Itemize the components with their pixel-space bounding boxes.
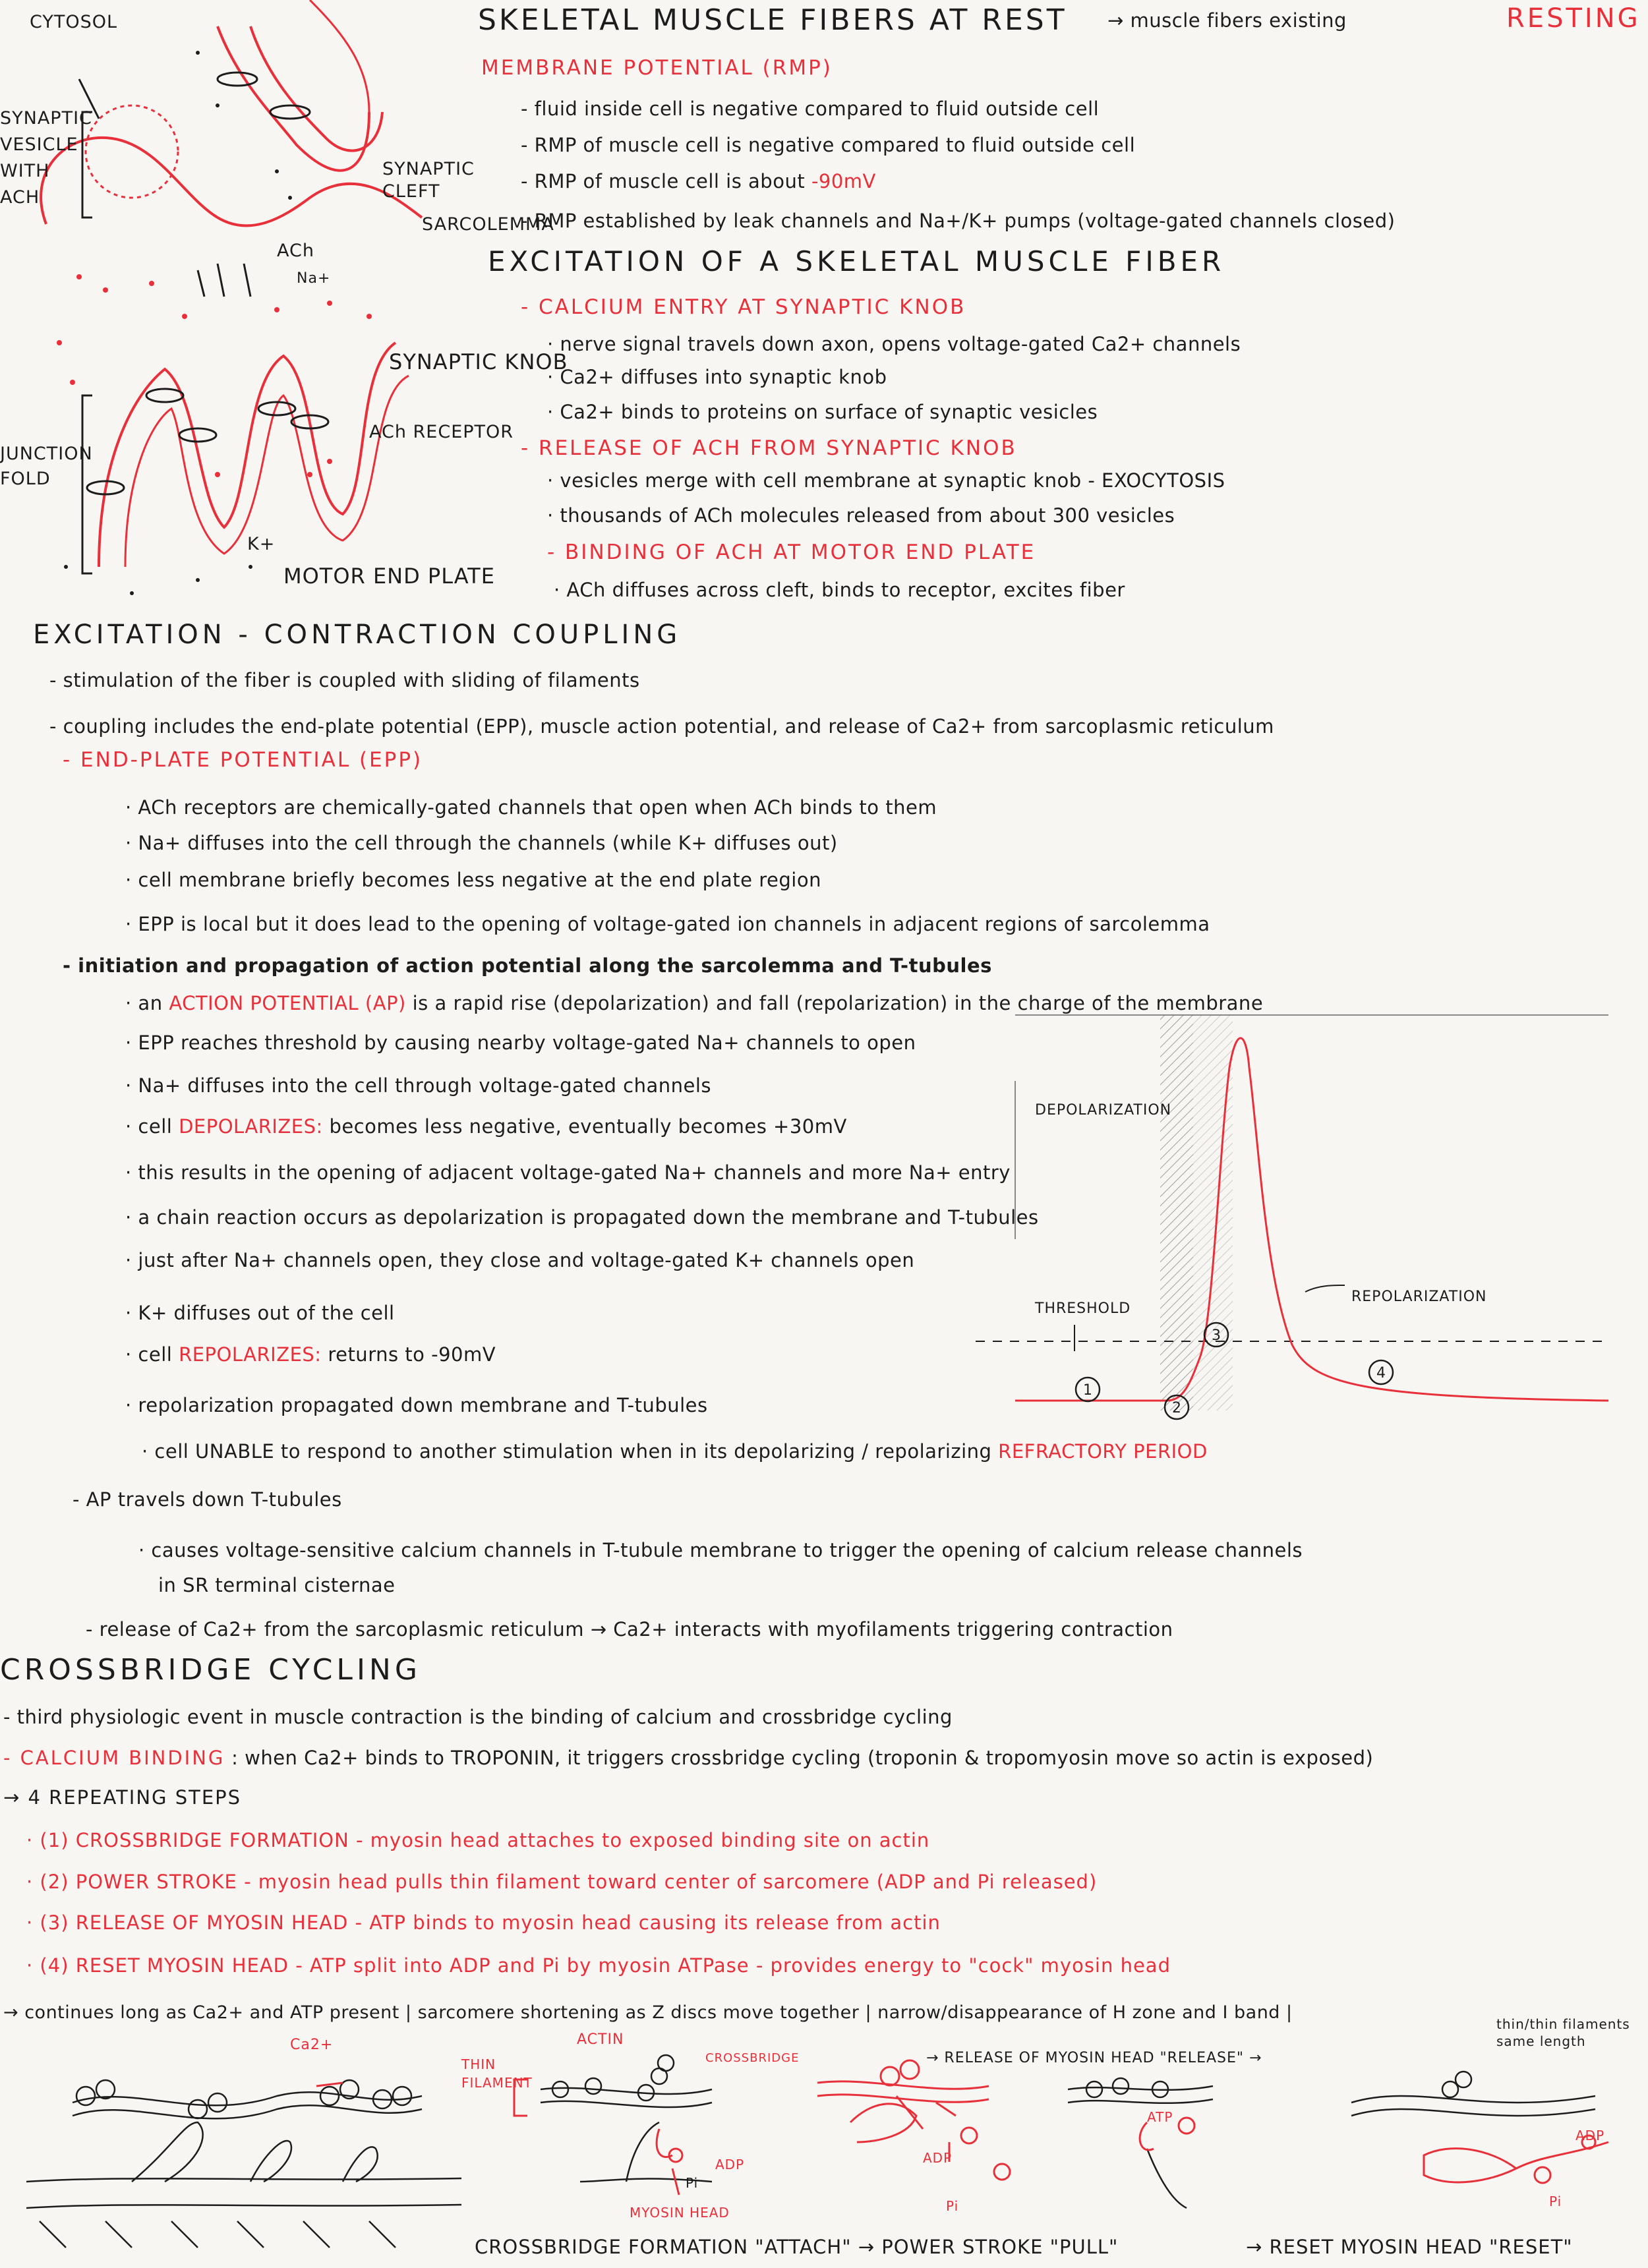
- rmp-item: - RMP of muscle cell is negative compared to fluid outside cell: [521, 134, 1136, 156]
- label-line: JUNCTION: [0, 444, 93, 464]
- refractory-term: REFRACTORY PERIOD: [998, 1440, 1208, 1463]
- na-label: Na+: [297, 270, 331, 287]
- initiation-line: - initiation and propagation of action potential along the sarcolemma and T-tubules: [63, 954, 992, 977]
- epp-heading: - END-PLATE POTENTIAL (EPP): [63, 748, 423, 772]
- label-line: FOLD: [0, 469, 51, 489]
- synapse-diagram: [0, 0, 501, 606]
- ap-rest: is a rapid rise (depolarization) and fall (repolarization) in the charge of the membrane: [412, 992, 1264, 1014]
- step-item: · (4) RESET MYOSIN HEAD - ATP split into ADP and Pi by myosin ATPase - provides energy to "cock" myosin head: [26, 1954, 1171, 1977]
- rmp-value: -90mV: [811, 170, 876, 192]
- formation-caption: CROSSBRIDGE FORMATION "ATTACH" → POWER STROKE "PULL": [475, 2236, 1119, 2258]
- adp-label: ADP: [715, 2157, 745, 2172]
- ap-line: [125, 992, 1263, 1014]
- calcium-binding-rest: : when Ca2+ binds to TROPONIN, it triggers crossbridge cycling (troponin & tropomyosin move so actin is exposed): [231, 1747, 1374, 1769]
- label-line: SYNAPTIC: [0, 108, 92, 129]
- crossbridge-label: CROSSBRIDGE: [705, 2051, 800, 2065]
- motor-end-plate-label: MOTOR END PLATE: [283, 564, 495, 589]
- atp-label: ATP: [1147, 2109, 1173, 2125]
- phase-4-label: 4: [1376, 1365, 1386, 1381]
- binding-ach-heading: - BINDING OF ACH AT MOTOR END PLATE: [547, 540, 1036, 564]
- label-line: THIN: [461, 2056, 496, 2072]
- action-potential-graph: [1015, 1015, 1608, 1416]
- cross-line: - third physiologic event in muscle contraction is the binding of calcium and crossbridge cycling: [3, 1706, 953, 1728]
- continues-tail: [1496, 2016, 1630, 2050]
- rmp-heading: MEMBRANE POTENTIAL (RMP): [481, 56, 833, 80]
- myosin-head-label: MYOSIN HEAD: [630, 2205, 730, 2221]
- depol-term: DEPOLARIZES:: [179, 1115, 323, 1138]
- phase-2-label: 2: [1172, 1400, 1181, 1416]
- release-item: · vesicles merge with cell membrane at synaptic knob - EXOCYTOSIS: [547, 469, 1225, 492]
- ecc-heading: EXCITATION - CONTRACTION COUPLING: [33, 620, 682, 650]
- reset-caption: → RESET MYOSIN HEAD "RESET": [1246, 2236, 1573, 2258]
- synaptic-knob-label: SYNAPTIC KNOB: [389, 349, 568, 374]
- rmp-item: - fluid inside cell is negative compared to fluid outside cell: [521, 98, 1100, 120]
- epp-item: · EPP is local but it does lead to the opening of voltage-gated ion channels in adjacent regions of sarcolemma: [125, 913, 1210, 935]
- ap-item: · just after Na+ channels open, they close and voltage-gated K+ channels open: [125, 1249, 915, 1271]
- ap-prefix: · an: [125, 992, 163, 1014]
- release-ca-line: - release of Ca2+ from the sarcoplasmic reticulum → Ca2+ interacts with myofilaments triggering contraction: [86, 1618, 1173, 1641]
- calcium-entry-item: · nerve signal travels down axon, opens voltage-gated Ca2+ channels: [547, 333, 1241, 355]
- junction-fold-label: [0, 442, 93, 492]
- title-note: → muscle fibers existing: [1107, 9, 1347, 32]
- label-line: CLEFT: [382, 181, 440, 202]
- depol-prefix: · cell: [125, 1115, 173, 1138]
- epp-item: · cell membrane briefly becomes less negative at the end plate region: [125, 869, 821, 891]
- label-line: VESICLE: [0, 134, 78, 155]
- calcium-entry-heading: - CALCIUM ENTRY AT SYNAPTIC KNOB: [521, 295, 966, 319]
- refractory-line: [142, 1440, 1208, 1463]
- binding-item: · ACh diffuses across cleft, binds to receptor, excites fiber: [554, 579, 1125, 601]
- step-item: · (2) POWER STROKE - myosin head pulls thin filament toward center of sarcomere (ADP and Pi released): [26, 1871, 1098, 1893]
- ap-travels: - AP travels down T-tubules: [73, 1488, 342, 1511]
- crossbridge-sketches: [0, 2050, 1648, 2267]
- rmp-item-text: - RMP of muscle cell is about: [521, 170, 806, 192]
- rmp-item: - RMP established by leak channels and Na+/K+ pumps (voltage-gated channels closed): [521, 210, 1396, 232]
- depol-line: [125, 1115, 847, 1138]
- label-line: SYNAPTIC: [382, 159, 475, 179]
- release-item: · thousands of ACh molecules released from about 300 vesicles: [547, 504, 1175, 527]
- label-line: WITH: [0, 161, 50, 181]
- epp-item: · ACh receptors are chemically-gated channels that open when ACh binds to them: [125, 796, 937, 819]
- calcium-binding-line: [3, 1747, 1373, 1769]
- repol-term: REPOLARIZES:: [179, 1343, 322, 1366]
- ach-label: ACh: [277, 241, 314, 261]
- continues-line: → continues long as Ca2+ and ATP present | sarcomere shortening as Z discs move together | narrow/disappearance of H zone and I band |: [3, 2002, 1293, 2023]
- ap-travels-item: in SR terminal cisternae: [158, 1574, 396, 1596]
- ap-item: · Na+ diffuses into the cell through voltage-gated channels: [125, 1074, 712, 1097]
- page-title: SKELETAL MUSCLE FIBERS AT REST: [478, 3, 1067, 37]
- tail-line: thin/thin filaments: [1496, 2016, 1630, 2032]
- ap-term: ACTION POTENTIAL (AP): [169, 992, 406, 1014]
- ap-item: · a chain reaction occurs as depolarization is propagated down the membrane and T-tubules: [125, 1206, 1039, 1229]
- release-ach-heading: - RELEASE OF ACH FROM SYNAPTIC KNOB: [521, 436, 1017, 460]
- epp-item: · Na+ diffuses into the cell through the channels (while K+ diffuses out): [125, 832, 838, 854]
- pi-label: Pi: [686, 2175, 699, 2191]
- depolarization-label: DEPOLARIZATION: [1035, 1102, 1172, 1119]
- pi-label-2: Pi: [946, 2198, 959, 2214]
- repol-prop: · repolarization propagated down membrane and T-tubules: [125, 1394, 708, 1416]
- ach-receptor-label: ACh RECEPTOR: [369, 422, 514, 442]
- pi-label-3: Pi: [1549, 2194, 1562, 2209]
- ecc-item: - coupling includes the end-plate potential (EPP), muscle action potential, and release of Ca2+ from sarcoplasmic reticulum: [49, 715, 1274, 738]
- adp-label-2: ADP: [923, 2150, 953, 2166]
- thin-filament-label: [461, 2055, 533, 2092]
- excitation-heading: EXCITATION OF A SKELETAL MUSCLE FIBER: [488, 245, 1225, 277]
- title-resting: RESTING: [1506, 3, 1641, 34]
- step-item: · (1) CROSSBRIDGE FORMATION - myosin head attaches to exposed binding site on actin: [26, 1829, 930, 1851]
- steps-heading: → 4 REPEATING STEPS: [3, 1786, 242, 1809]
- repol-rest: returns to -90mV: [328, 1343, 496, 1366]
- phase-3-label: 3: [1212, 1327, 1221, 1344]
- tail-line: same length: [1496, 2033, 1586, 2049]
- calcium-binding-term: - CALCIUM BINDING: [3, 1747, 225, 1769]
- ca-label: Ca2+: [290, 2037, 334, 2053]
- depol-rest: becomes less negative, eventually becomes +30mV: [329, 1115, 847, 1138]
- k-label: K+: [247, 534, 276, 554]
- synaptic-vesicle-label: [0, 105, 92, 211]
- ap-travels-item: · causes voltage-sensitive calcium channels in T-tubule membrane to trigger the opening of calcium release channels: [138, 1539, 1303, 1561]
- threshold-label: THRESHOLD: [1035, 1300, 1131, 1317]
- repol-line: [125, 1343, 496, 1366]
- ap-item: · EPP reaches threshold by causing nearby voltage-gated Na+ channels to open: [125, 1032, 916, 1054]
- sarcolemma-label: SARCOLEMMA: [422, 214, 554, 235]
- crossbridge-heading: CROSSBRIDGE CYCLING: [0, 1653, 421, 1687]
- adp-label-3: ADP: [1575, 2128, 1605, 2143]
- ap-item: · this results in the opening of adjacent voltage-gated Na+ channels and more Na+ entry: [125, 1161, 1011, 1184]
- refractory-prefix: · cell UNABLE to respond to another stimulation when in its depolarizing / repolarizing: [142, 1440, 992, 1463]
- step-item: · (3) RELEASE OF MYOSIN HEAD - ATP binds to myosin head causing its release from actin: [26, 1911, 941, 1934]
- repol-prefix: · cell: [125, 1343, 173, 1366]
- repolarization-label: REPOLARIZATION: [1351, 1289, 1487, 1305]
- cytosol-label: CYTOSOL: [30, 12, 118, 32]
- rmp-item: [521, 170, 876, 192]
- ap-item: · K+ diffuses out of the cell: [125, 1302, 395, 1324]
- ecc-item: - stimulation of the fiber is coupled with sliding of filaments: [49, 669, 640, 691]
- release-caption: → RELEASE OF MYOSIN HEAD "RELEASE" →: [926, 2050, 1262, 2066]
- synaptic-cleft-label: [382, 158, 475, 203]
- label-line: FILAMENT: [461, 2075, 533, 2091]
- calcium-entry-item: · Ca2+ binds to proteins on surface of synaptic vesicles: [547, 401, 1098, 423]
- actin-label: ACTIN: [577, 2031, 624, 2048]
- label-line: ACH: [0, 187, 40, 208]
- phase-1-label: 1: [1083, 1382, 1092, 1399]
- calcium-entry-item: · Ca2+ diffuses into synaptic knob: [547, 366, 887, 388]
